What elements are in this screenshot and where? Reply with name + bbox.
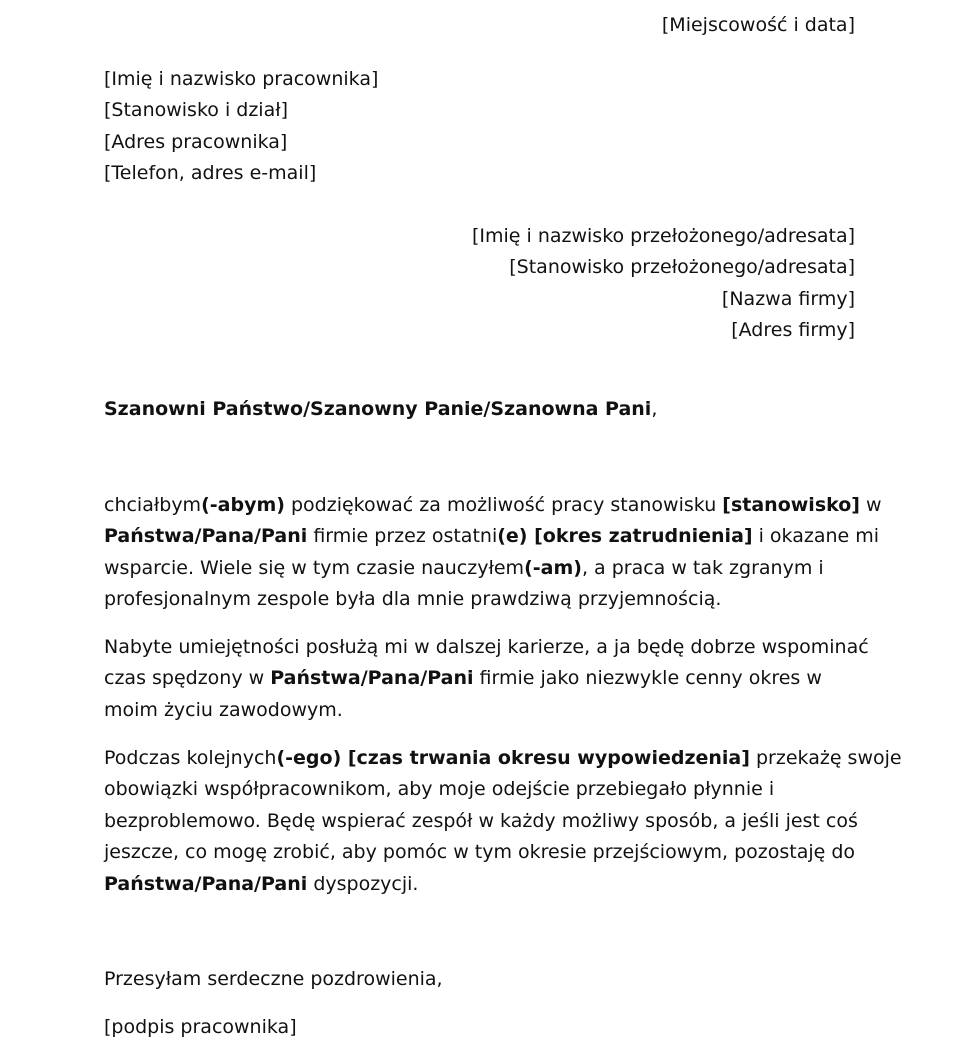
paragraph-handover [104, 743, 902, 900]
text-run: Podczas kolejnych [104, 747, 277, 769]
paragraph-line: profesjonalnym zespole była dla mnie prawdziwą przyjemnością. [104, 588, 722, 611]
paragraph-line [104, 869, 855, 900]
bold-run: Państwa/Pana/Pani [104, 525, 308, 548]
recipient-name: [Imię i nazwisko przełożonego/adresata] [471, 225, 855, 247]
closing: Przesyłam serdeczne pozdrowienia, [104, 968, 443, 990]
salutation-comma: , [651, 398, 658, 420]
letter-page [104, 0, 902, 1049]
sender-contact: [Telefon, adres e-mail] [104, 162, 317, 185]
recipient-block [472, 221, 855, 347]
paragraph-skills [104, 632, 869, 726]
paragraph-line: jeszcze, co mogę zrobić, aby pomóc w tym okresie przejściowym, pozostaję do [104, 841, 856, 864]
bold-run: (-am) [524, 556, 582, 579]
paragraph-line [104, 521, 880, 552]
bold-run: Państwa/Pana/Pani [270, 667, 474, 690]
sender-block [104, 64, 378, 190]
company-name: [Nazwa firmy] [721, 287, 855, 310]
paragraph-line [104, 663, 855, 694]
paragraph-line [104, 490, 882, 521]
bold-run: Państwa/Pana/Pani [104, 872, 308, 895]
salutation [104, 394, 657, 425]
text-run: firmie przez ostatni [307, 525, 498, 548]
text-run: dyspozycji. [307, 872, 419, 895]
company-address: [Adres firmy] [731, 319, 855, 342]
paragraph-line [104, 743, 902, 774]
paragraph-line [104, 553, 855, 584]
text-run: przekażę swoje [749, 747, 902, 769]
text-run: podziękować za możliwość pracy stanowisku [284, 494, 723, 516]
paragraph-thanks [104, 490, 882, 616]
signature: [podpis pracownika] [104, 1016, 297, 1038]
bold-run: (-abym) [201, 494, 285, 516]
text-run: czas spędzony w [104, 667, 271, 690]
paragraph-line: Nabyte umiejętności posłużą mi w dalszej karierze, a ja będę dobrze wspominać [104, 636, 869, 658]
placeholder-position: [stanowisko] [722, 494, 860, 516]
paragraph-line: bezproblemowo. Będę wspierać zespół w każdy możliwy sposób, a jeśli jest coś [104, 809, 858, 832]
text-run: chciałbym [104, 494, 202, 516]
sender-position: [Stanowisko i dział] [104, 99, 289, 122]
text-run: , a praca w tak zgranym i [581, 556, 824, 579]
text-run: i okazane mi [752, 525, 880, 548]
sender-address: [Adres pracownika] [104, 130, 288, 153]
sender-name: [Imię i nazwisko pracownika] [104, 68, 379, 90]
text-run: w [860, 494, 882, 516]
text-run: wsparcie. Wiele się w tym czasie nauczyłem [104, 556, 525, 579]
paragraph-line: obowiązki współpracownikom, aby moje odejście przebiegało płynnie i [104, 778, 775, 801]
salutation-text: Szanowni Państwo/Szanowny Panie/Szanowna Pani [104, 398, 652, 420]
placeholder-employment-period: (e) [okres zatrudnienia] [497, 525, 753, 548]
placeholder-notice-period: (-ego) [czas trwania okresu wypowiedzenia] [276, 747, 750, 769]
place-date: [Miejscowość i data] [661, 14, 855, 36]
text-run: firmie jako niezwykle cenny okres w [473, 667, 822, 690]
paragraph-line: moim życiu zawodowym. [104, 698, 343, 721]
recipient-position: [Stanowisko przełożonego/adresata] [509, 256, 855, 279]
